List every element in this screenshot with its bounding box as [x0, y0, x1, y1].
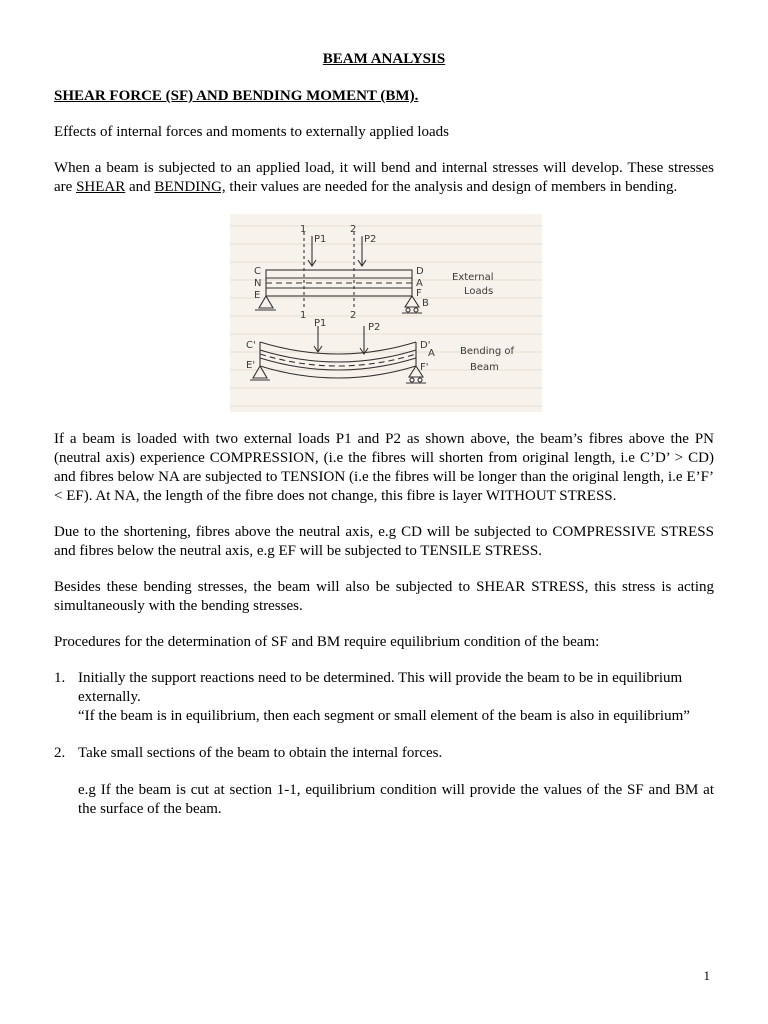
beam-sketch-figure [230, 214, 542, 412]
page-number: 1 [703, 968, 710, 983]
list-number: 1. [54, 670, 66, 686]
bent-load-p1-label: P1 [314, 318, 327, 329]
section-2-top-label: 2 [350, 224, 357, 235]
section-1-bottom-label: 1 [300, 310, 307, 321]
stress-text-and: and [125, 179, 155, 195]
load-p2-label: P2 [364, 234, 377, 245]
bent-point-a-label: A [428, 348, 435, 359]
list-item-text: Initially the support reactions need to be determined. This will provide the beam to be in equilibrium externally. [78, 670, 683, 705]
section-1-top-label: 1 [300, 224, 307, 235]
shortening-paragraph: Due to the shortening, fibres above the neutral axis, e.g CD will be subjected to COMPRESSIVE STRESS and fibres below the neutral axis, e.g EF will be subjected to TENSILE STRESS. [54, 524, 714, 559]
point-a-label: A [416, 278, 423, 289]
point-n-label: N [254, 278, 262, 289]
procedures-paragraph: Procedures for the determination of SF and BM require equilibrium condition of the beam: [54, 634, 600, 650]
section-heading: SHEAR FORCE (SF) AND BENDING MOMENT (BM). [54, 88, 419, 104]
list-number: 2. [54, 745, 66, 761]
point-f-prime-label: F' [420, 362, 429, 373]
point-f-label: F [416, 288, 422, 299]
intro-paragraph: Effects of internal forces and moments to externally applied loads [54, 124, 450, 140]
bending-beam-label-2: Beam [470, 362, 499, 373]
stress-text-b: their values are needed for the analysis and design of members in bending. [225, 179, 678, 195]
load-p1-label: P1 [314, 234, 327, 245]
document-title: BEAM ANALYSIS [322, 51, 446, 67]
example-paragraph: e.g If the beam is cut at section 1-1, equilibrium condition will provide the values of the SF and BM at the surface of the beam. [78, 782, 714, 817]
stress-text-a: When a beam is subjected to an applied load, it will bend and internal stresses will develop. These stresses are [54, 160, 714, 195]
point-b-label: B [422, 298, 429, 309]
point-d-prime-label: D' [420, 340, 431, 351]
list-item [54, 669, 714, 726]
beam-sketch [230, 214, 542, 412]
shear-stress-paragraph: Besides these bending stresses, the beam will also be subjected to SHEAR STRESS, this stress is acting simultaneously with the bending stresses. [54, 579, 714, 614]
external-loads-label-1: External [452, 272, 494, 283]
list-item-text: Take small sections of the beam to obtain the internal forces. [78, 745, 443, 761]
point-c-label: C [254, 266, 261, 277]
point-c-prime-label: C' [246, 340, 256, 351]
external-loads-label-2: Loads [464, 286, 494, 297]
document-page [54, 50, 714, 836]
point-e-prime-label: E' [246, 360, 256, 371]
neutral-axis-paragraph: If a beam is loaded with two external loads P1 and P2 as shown above, the beam’s fibres above the PN (neutral axis) experience COMPRESSION, (i.e the fibres will shorten from original length, i.e C’D’ > CD) and fibres below NA are subjected to TENSION (i.e the fibres will be longer than the original length, i.e E’F’ < EF). At NA, the length of the fibre does not change, this fibre is layer WITHOUT STRESS. [54, 431, 714, 504]
list-item-quote: “If the beam is in equilibrium, then each segment or small element of the beam is also in equilibrium” [78, 708, 690, 724]
list-item [54, 744, 714, 763]
stress-paragraph [54, 159, 714, 197]
bending-term: BENDING, [154, 179, 226, 195]
point-d-label: D [416, 266, 424, 277]
point-e-label: E [254, 290, 261, 301]
section-2-bottom-label: 2 [350, 310, 357, 321]
procedure-list [54, 669, 714, 763]
bent-load-p2-label: P2 [368, 322, 381, 333]
bending-beam-label-1: Bending of [460, 346, 514, 357]
shear-term: SHEAR [76, 179, 126, 195]
